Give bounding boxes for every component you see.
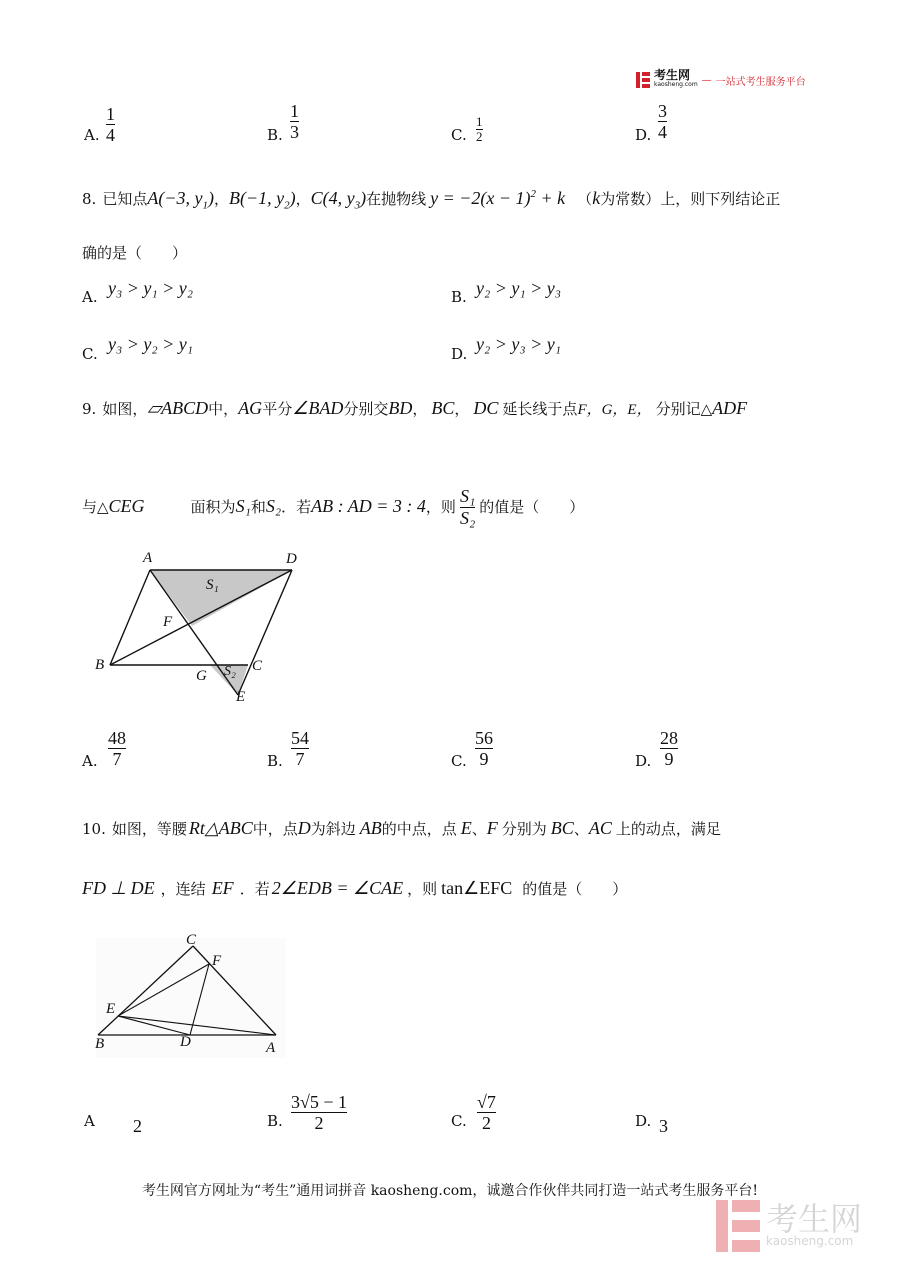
q10-label-a: A <box>266 1040 276 1056</box>
q9-label-d: D <box>286 551 297 567</box>
q9-text-8: 分别记△ <box>655 400 713 418</box>
q9-text-13: ，则 <box>425 498 456 516</box>
q10-text-4: 的中点，点 <box>381 820 457 838</box>
q8-point-a <box>147 188 214 212</box>
watermark-name: 考生网 <box>766 1200 863 1238</box>
q9-a-num: 48 <box>108 728 126 748</box>
q9-option-b-fraction <box>291 728 309 769</box>
q7-option-b-fraction <box>290 101 299 142</box>
q9-text-3: 平分 <box>262 400 293 418</box>
q10-b-num: 3√5 − 1 <box>291 1092 348 1112</box>
q10-tan: tan∠EFC <box>441 878 513 898</box>
q10-text-1: 如图，等腰 <box>111 820 187 838</box>
q9-c-num: 56 <box>475 728 493 748</box>
q9-ag: AG <box>238 398 263 418</box>
q9-frac-den: S₂ <box>459 508 476 528</box>
q8-option-c-label: C. <box>82 345 98 363</box>
q9-stem-line1 <box>82 398 747 419</box>
q9-label-f: F <box>163 614 173 630</box>
q8-option-d-expr: y₂ > y₃ > y₁ <box>476 334 562 354</box>
q9-label-a: A <box>143 550 153 566</box>
q8-point-a-text: A(−3, y <box>147 188 203 208</box>
q10-e: E <box>460 818 472 838</box>
page-footer: 考生网官方网址为“考生”通用词拼音 kaosheng.com，诚邀合作伙伴共同打造一站式考生服务平台! <box>141 1183 759 1199</box>
q8-point-c-end: ) <box>360 188 367 208</box>
q10-label-b: B <box>95 1036 105 1052</box>
watermark-logo-icon <box>716 1200 760 1252</box>
q9-label-e: E <box>236 689 246 705</box>
q8-option-c-expr: y₃ > y₂ > y₁ <box>108 334 194 354</box>
q10-option-d-label: D. <box>635 1112 652 1130</box>
q8-text-4: 为常数）上，则下列结论正 <box>600 190 781 208</box>
q9-option-c-fraction <box>475 728 493 769</box>
q9-dc: DC <box>473 398 499 418</box>
q9-option-c-label: C. <box>451 752 467 770</box>
q9-option-a-label: A. <box>82 752 98 770</box>
q9-para: ▱ABCD <box>147 398 209 418</box>
header-logo: 考生网 kaosheng.com — 一站式考生服务平台 <box>636 70 806 90</box>
q8-stem-line2: 确的是（ ） <box>82 244 188 262</box>
q10-text-7: 、 <box>573 820 589 838</box>
q9-figure <box>90 548 320 713</box>
q10-figure-bg <box>96 938 286 1058</box>
q10-b-den: 2 <box>314 1113 324 1133</box>
q8-parabola-end: + k <box>536 188 566 208</box>
q9-label-s2: S₂ <box>224 664 236 679</box>
q10-ab: AB <box>359 818 382 838</box>
q8-text-3: （ <box>577 190 593 208</box>
q8-point-c-text: C(4, y <box>310 188 355 208</box>
q8-point-a-sub: 1 <box>202 199 208 212</box>
q9-option-b-label: B. <box>267 752 283 770</box>
q8-option-d-label: D. <box>451 345 468 363</box>
q9-text-6: ， <box>454 400 470 418</box>
q7-a-den: 4 <box>106 125 115 145</box>
q10-text-5: 、 <box>471 820 487 838</box>
q9-text-11: 和 <box>250 498 266 516</box>
q9-ceg: CEG <box>108 496 145 516</box>
q9-text-1: 如图， <box>102 400 148 418</box>
q10-label-e: E <box>106 1001 116 1017</box>
q10-text-8: 上的动点，满足 <box>615 820 721 838</box>
q7-c-num: 1 <box>476 114 483 129</box>
q7-a-num: 1 <box>106 104 115 124</box>
q8-option-a-expr: y₃ > y₁ > y₂ <box>108 278 194 298</box>
q7-option-d-label: D. <box>635 126 652 144</box>
q10-text-11: ，则 <box>407 880 438 898</box>
q10-rt: Rt△ABC <box>188 818 253 838</box>
q9-text-5: ， <box>412 400 428 418</box>
q9-option-d-label: D. <box>635 752 652 770</box>
q9-bd: BD <box>388 398 413 418</box>
q9-b-num: 54 <box>291 728 309 748</box>
q10-option-b-fraction <box>291 1092 347 1133</box>
q7-option-c-label: C. <box>451 126 467 144</box>
q10-option-c-fraction <box>477 1092 496 1133</box>
q9-edge-ab <box>110 570 150 665</box>
q9-ratio-fraction <box>460 486 475 529</box>
q10-ef: EF <box>211 878 234 898</box>
q8-text: 已知点 <box>102 190 148 208</box>
q10-text-9: ，连结 <box>160 880 206 898</box>
q9-option-a-fraction <box>108 728 126 769</box>
q9-stem-line2 <box>82 486 585 539</box>
q9-text-2: 中， <box>208 400 239 418</box>
q10-c-num: √7 <box>477 1092 496 1112</box>
q10-text-6: 分别为 <box>501 820 547 838</box>
q10-option-d-expr: 3 <box>659 1116 668 1136</box>
q8-point-a-end: ) <box>207 188 214 208</box>
q9-d-num: 28 <box>660 728 678 748</box>
q7-option-a-fraction <box>106 104 115 145</box>
q8-parabola <box>430 188 565 209</box>
q9-text-14: 的值是（ ） <box>479 498 585 516</box>
q7-b-num: 1 <box>290 101 299 121</box>
q10-text-3: 为斜边 <box>310 820 356 838</box>
q9-b-den: 7 <box>295 749 305 769</box>
q7-option-a-label: A. <box>84 126 100 144</box>
q8-stem-line1: 8. 已知点 A(−3, $y_1$) ， B(−1, $y_2$) ， C(4, $y_3$) 在抛物线 $y = -2(x - 1)^2 + k$ （ k 为常数）上，则下列结论正 <box>82 188 781 212</box>
q10-option-a-label: A <box>84 1112 95 1130</box>
q7-option-b-label: B. <box>267 126 283 144</box>
logo-slogan: 一站式考生服务平台 <box>715 76 806 88</box>
q10-text-12: 的值是（ ） <box>522 880 628 898</box>
q9-a-den: 7 <box>112 749 122 769</box>
q10-ac: AC <box>588 818 612 838</box>
q8-text-2: 在抛物线 <box>366 190 427 208</box>
q9-d-den: 9 <box>664 749 674 769</box>
logo-mark-icon <box>636 72 650 88</box>
q8-point-b-end: ) <box>289 188 296 208</box>
q9-s2: S₂ <box>265 496 282 516</box>
q7-c-den: 2 <box>476 129 483 144</box>
q10-figure <box>96 938 286 1058</box>
q9-text-12: ．若 <box>281 498 312 516</box>
q8-parabola-text: y = −2(x − 1) <box>430 188 531 208</box>
q8-k: k <box>592 188 601 208</box>
q10-f: F <box>486 818 498 838</box>
q9-number: 9. <box>82 400 97 418</box>
q10-label-f: F <box>212 953 222 969</box>
logo-name: 考生网 <box>654 68 691 82</box>
q10-option-a-expr: 2 <box>133 1116 142 1136</box>
logo-domain: kaosheng.com <box>654 81 698 88</box>
q10-c-den: 2 <box>481 1113 491 1133</box>
q10-d: D <box>297 818 311 838</box>
watermark <box>716 1200 862 1252</box>
q8-parabola-sup: 2 <box>530 188 537 200</box>
q8-option-a-label: A. <box>82 288 98 306</box>
q7-b-den: 3 <box>290 122 299 142</box>
q10-cond: 2∠EDB = ∠CAE <box>271 878 404 898</box>
q9-label-g: G <box>196 668 207 684</box>
q9-frac-num: S₁ <box>459 486 476 506</box>
q9-angle: ∠BAD <box>292 398 344 418</box>
q7-option-d-fraction <box>658 101 667 142</box>
q9-text-9: 与△ <box>82 498 109 516</box>
watermark-domain: kaosheng.com <box>766 1234 854 1248</box>
q9-bc: BC <box>431 398 455 418</box>
q10-bc: BC <box>550 818 574 838</box>
q7-d-den: 4 <box>658 122 667 142</box>
q9-text-7: 延长线于点 <box>502 400 578 418</box>
q10-option-c-label: C. <box>451 1112 467 1130</box>
q9-fge: F，G，E， <box>577 402 652 418</box>
q10-stem-line2 <box>82 878 627 899</box>
q10-option-b-label: B. <box>267 1112 283 1130</box>
q8-point-b <box>229 188 296 212</box>
q9-c-den: 9 <box>479 749 489 769</box>
q9-label-s1: S₁ <box>206 577 219 593</box>
q9-s1: S₁ <box>235 496 251 516</box>
q8-point-b-sub: 2 <box>284 199 290 212</box>
q10-text-10: ．若 <box>239 880 270 898</box>
q8-point-b-text: B(−1, y <box>228 188 285 208</box>
q9-label-c: C <box>252 658 263 674</box>
q9-option-d-fraction <box>660 728 678 769</box>
q8-point-c <box>311 188 367 212</box>
q10-stem-line1 <box>82 818 721 839</box>
q9-text-4: 分别交 <box>343 400 389 418</box>
q7-d-num: 3 <box>658 101 667 121</box>
q9-label-b: B <box>95 657 105 673</box>
q8-number: 8. <box>82 190 97 208</box>
q9-ratio: AB : AD = 3 : 4 <box>311 496 426 516</box>
q8-point-c-sub: 3 <box>354 199 361 212</box>
q9-text-10: 面积为 <box>190 498 236 516</box>
q10-number: 10. <box>82 820 106 838</box>
q8-option-b-expr: y₂ > y₁ > y₃ <box>476 278 562 298</box>
q8-option-b-label: B. <box>451 288 467 306</box>
q10-label-c: C <box>186 932 197 948</box>
q9-adf: ADF <box>712 398 748 418</box>
q7-option-c-fraction <box>476 115 483 144</box>
q10-label-d: D <box>180 1034 191 1050</box>
q10-perp: FD ⊥ DE <box>82 878 155 898</box>
q10-text-2: 中，点 <box>252 820 298 838</box>
